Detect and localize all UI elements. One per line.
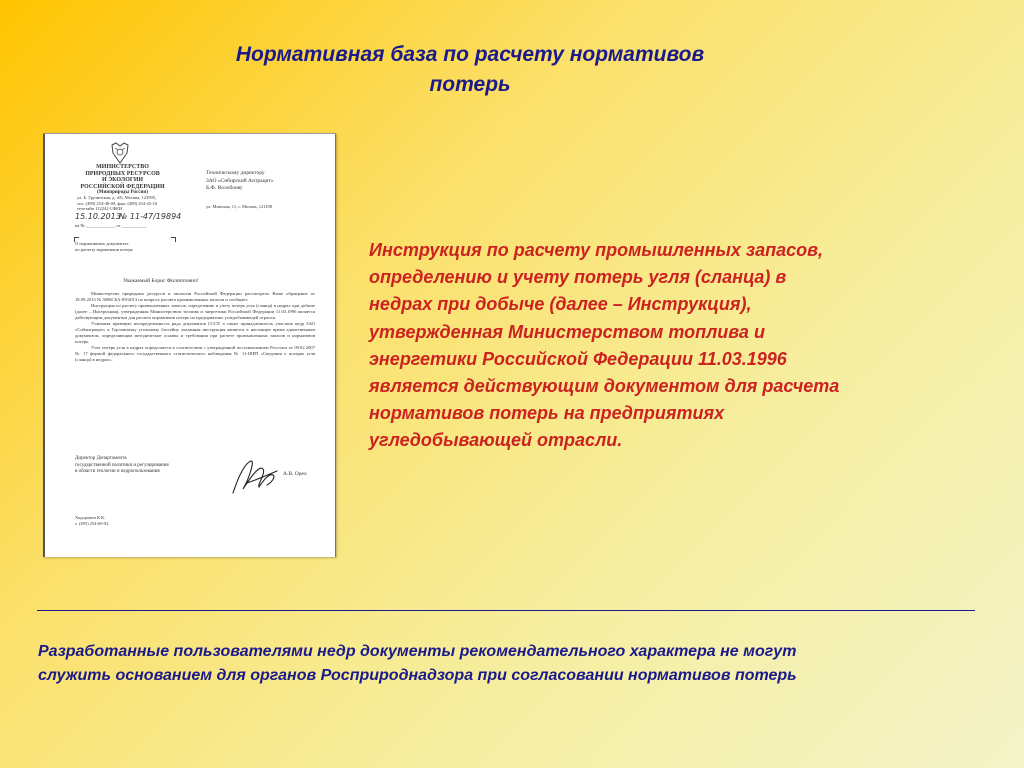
signer-name: А.В. Орел	[283, 471, 307, 477]
ministry-line: МИНИСТЕРСТВО	[96, 164, 149, 170]
letter-salutation: Уважаемый Борис Филиппович!	[123, 278, 199, 284]
letter-paragraph: Инструкция по расчету промышленных запасов, определению и учету потерь угля (сланца) в недрах при добыче (далее – Инструкция), утвержденная Министерством топлива и энергетики Российской Федерации 11.03.1996 является действующим документом для расчета нормативов потерь на предприятиях угледобывающей отрасли.	[75, 303, 315, 320]
recipient-address: ул. Минская, 11, г. Москва, 121108	[206, 204, 273, 209]
letter-subject	[75, 241, 133, 253]
slide-title-line-2: потерь	[429, 73, 511, 96]
instruction-line: определению и учету потерь угля (сланца) в	[369, 267, 787, 288]
subject-line: О нормативных документах	[75, 241, 129, 246]
letter-paragraph: Министерство природных ресурсов и экологии Российской Федерации рассмотрело Ваше обращение от 18.09.2013 № 3006СБА-09/2013 по вопросу расчета промышленных запасов и сообщает.	[75, 291, 315, 302]
signer-title-line: в области геологии и недропользования	[75, 469, 160, 474]
footer-line-1: Разработанные пользователями недр документы рекомендательного характера не могут	[38, 643, 797, 660]
letter-paragraph: Учет потерь угля в недрах определяется в соответствии с утвержденной постановлением Росстата от 09.02.2007 № 17 формой федерального государственного статистического наблюдения № 11-ШРП «Сведения о потерях угля (сланца) в недрах».	[75, 345, 315, 362]
divider-line	[37, 610, 975, 611]
recipient-block	[206, 170, 331, 193]
ministry-header	[75, 164, 170, 197]
reference-blank: на № _____________ от ___________	[75, 223, 147, 228]
handwritten-date: 15.10.2013	[75, 212, 121, 221]
handwritten-number: № 11-47/19894	[119, 212, 182, 221]
signer-title	[75, 456, 169, 476]
slide-title-line-1: Нормативная база по расчету нормативов	[235, 43, 705, 66]
scan-edge-right	[335, 133, 336, 557]
letter-body	[75, 291, 315, 363]
ministry-line: РОССИЙСКОЙ ФЕДЕРАЦИИ	[80, 183, 165, 190]
instruction-line: нормативов потерь на предприятиях	[369, 403, 725, 424]
ministry-brief: (Минприроды России)	[97, 190, 148, 195]
recipient-line: Техническому директору	[206, 170, 265, 176]
ministry-address-line: телетайп 112242 СФЕН	[77, 206, 123, 211]
scan-edge-top	[43, 133, 336, 134]
instruction-line: недрах при добыче (далее – Инструкция),	[369, 294, 752, 315]
instruction-line: Инструкция по расчету промышленных запасов,	[369, 240, 823, 260]
subject-line: по расчету нормативов потерь	[75, 247, 133, 252]
signer-title-line: Директор Департамента	[75, 456, 127, 461]
footer-line-2: служить основанием для органов Росприроднадзора при согласовании нормативов потерь	[38, 667, 797, 684]
instruction-line: угледобывающей отрасли.	[369, 430, 623, 451]
ministry-address-line: ул. Б. Грузинская, д. 4/6, Москва, 123995,	[77, 195, 157, 200]
instruction-statement	[369, 237, 949, 455]
recipient-line: ЗАО «Сибирский Антрацит»	[206, 177, 274, 184]
ministry-address-line: тел. (499) 254-48-00, факс (499) 254-43-10	[77, 200, 158, 206]
scan-edge-left	[43, 133, 45, 557]
executor-line: Ходорович К.К.	[75, 515, 106, 520]
instruction-line: утвержденная Министерством топлива и	[369, 321, 765, 342]
recipient-line: Б.Ф. Волобоеву	[206, 185, 243, 191]
executor-info	[75, 515, 109, 527]
coat-of-arms-icon	[109, 141, 131, 165]
scanned-letter	[43, 133, 336, 557]
subject-bracket-right	[171, 237, 176, 242]
footer-note	[38, 640, 1008, 688]
slide-title	[150, 40, 790, 100]
instruction-line: энергетики Российской Федерации 11.03.1996	[369, 348, 787, 369]
ministry-address	[77, 195, 172, 212]
handwritten-signature	[229, 455, 281, 499]
signer-title-line: государственной политики и регулирования	[75, 462, 169, 468]
ministry-line: ПРИРОДНЫХ РЕСУРСОВ	[85, 170, 160, 177]
ministry-line: И ЭКОЛОГИИ	[101, 177, 144, 183]
instruction-line: является действующим документом для расчета	[369, 376, 840, 397]
executor-line: т. (495) 254-69-92	[75, 521, 109, 526]
letter-paragraph: Учитывая правовую неопределенность ряда документов СССР, а также принадлежность участков недр ЗАО «Сибантрацит» к Горловскому угольному бассейну указанная инструкция является в настоящее время единственным документом, определяющим методические основы и требования при расчете промышленных запасов и нормативов потерь.	[75, 321, 315, 344]
